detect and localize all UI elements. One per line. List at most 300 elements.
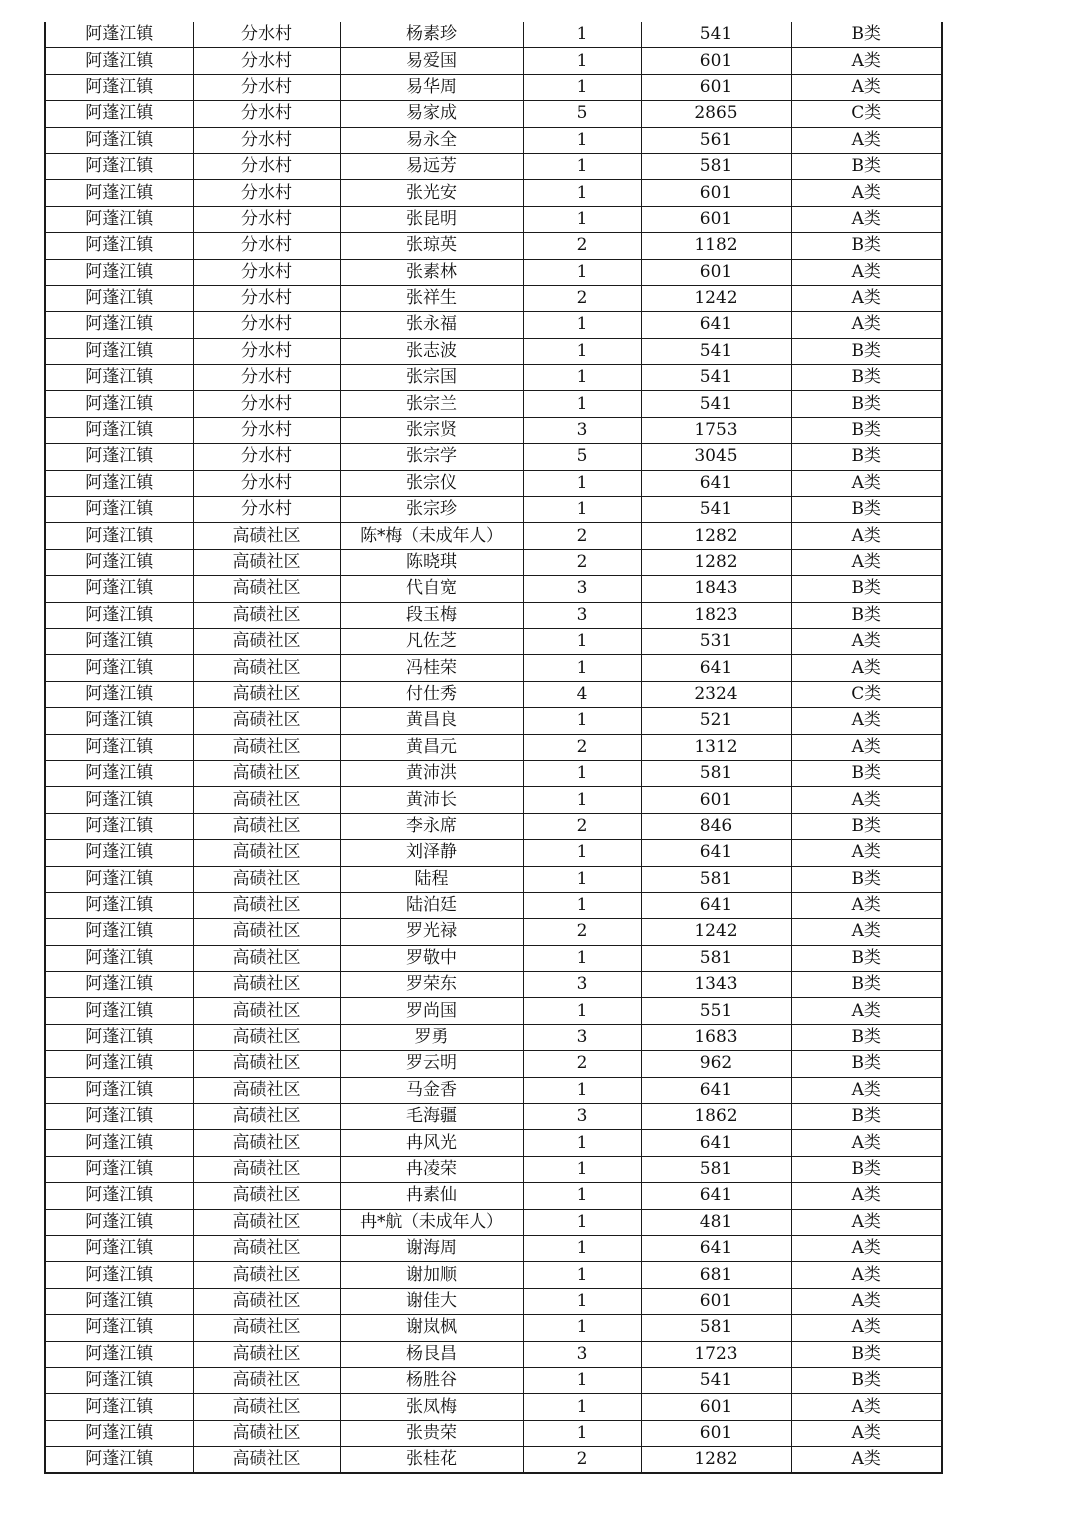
table-row [45,734,942,760]
category-cell: A类 [791,127,942,153]
table-row [45,470,942,496]
amount-cell: 601 [641,180,791,206]
village-cell: 高碛社区 [193,1130,340,1156]
household-size-cell: 1 [523,180,641,206]
table-row [45,523,942,549]
village-cell: 高碛社区 [193,1209,340,1235]
amount-cell: 581 [641,1156,791,1182]
village-cell: 分水村 [193,22,340,48]
table-row [45,285,942,311]
household-size-cell: 1 [523,470,641,496]
category-cell: A类 [791,708,942,734]
village-cell: 高碛社区 [193,1367,340,1393]
category-cell: C类 [791,681,942,707]
village-cell: 分水村 [193,206,340,232]
village-cell: 高碛社区 [193,1447,340,1474]
name-cell: 代自宽 [340,576,523,602]
village-cell: 高碛社区 [193,1104,340,1130]
village-cell: 高碛社区 [193,734,340,760]
household-size-cell: 1 [523,22,641,48]
town-cell: 阿蓬江镇 [45,365,193,391]
name-cell: 张永福 [340,312,523,338]
town-cell: 阿蓬江镇 [45,1104,193,1130]
amount-cell: 521 [641,708,791,734]
town-cell: 阿蓬江镇 [45,734,193,760]
town-cell: 阿蓬江镇 [45,919,193,945]
category-cell: A类 [791,1130,942,1156]
category-cell: B类 [791,444,942,470]
town-cell: 阿蓬江镇 [45,523,193,549]
town-cell: 阿蓬江镇 [45,206,193,232]
category-cell: B类 [791,365,942,391]
amount-cell: 581 [641,1315,791,1341]
table-row [45,22,942,48]
village-cell: 高碛社区 [193,1183,340,1209]
household-size-cell: 2 [523,233,641,259]
category-cell: A类 [791,312,942,338]
amount-cell: 601 [641,48,791,74]
table-row [45,866,942,892]
town-cell: 阿蓬江镇 [45,180,193,206]
name-cell: 张祥生 [340,285,523,311]
household-size-cell: 2 [523,523,641,549]
town-cell: 阿蓬江镇 [45,1156,193,1182]
town-cell: 阿蓬江镇 [45,655,193,681]
town-cell: 阿蓬江镇 [45,1367,193,1393]
table-row [45,127,942,153]
name-cell: 谢海周 [340,1235,523,1261]
table-row [45,892,942,918]
household-size-cell: 2 [523,285,641,311]
table-row [45,681,942,707]
category-cell: B类 [791,945,942,971]
category-cell: B类 [791,576,942,602]
name-cell: 刘泽静 [340,840,523,866]
village-cell: 高碛社区 [193,787,340,813]
table-row [45,233,942,259]
town-cell: 阿蓬江镇 [45,681,193,707]
amount-cell: 601 [641,1288,791,1314]
table-row [45,1077,942,1103]
table-row [45,1420,942,1446]
household-size-cell: 3 [523,1104,641,1130]
table-row [45,1235,942,1261]
town-cell: 阿蓬江镇 [45,1051,193,1077]
table-row [45,972,942,998]
village-cell: 高碛社区 [193,1262,340,1288]
name-cell: 罗荣东 [340,972,523,998]
village-cell: 高碛社区 [193,813,340,839]
category-cell: A类 [791,1394,942,1420]
household-size-cell: 5 [523,444,641,470]
amount-cell: 601 [641,1420,791,1446]
name-cell: 张昆明 [340,206,523,232]
category-cell: A类 [791,998,942,1024]
household-size-cell: 2 [523,549,641,575]
table-row [45,1288,942,1314]
category-cell: A类 [791,48,942,74]
category-cell: A类 [791,1077,942,1103]
name-cell: 张桂花 [340,1447,523,1474]
household-size-cell: 5 [523,101,641,127]
name-cell: 冉凌荣 [340,1156,523,1182]
town-cell: 阿蓬江镇 [45,813,193,839]
name-cell: 易爱国 [340,48,523,74]
village-cell: 分水村 [193,180,340,206]
household-size-cell: 1 [523,338,641,364]
household-size-cell: 2 [523,734,641,760]
category-cell: B类 [791,1024,942,1050]
amount-cell: 541 [641,391,791,417]
category-cell: B类 [791,813,942,839]
village-cell: 高碛社区 [193,1051,340,1077]
name-cell: 罗云明 [340,1051,523,1077]
category-cell: A类 [791,1235,942,1261]
table-row [45,602,942,628]
amount-cell: 2865 [641,101,791,127]
table-row [45,206,942,232]
table-row [45,365,942,391]
category-cell: A类 [791,892,942,918]
household-size-cell: 1 [523,1209,641,1235]
town-cell: 阿蓬江镇 [45,1262,193,1288]
household-size-cell: 1 [523,206,641,232]
village-cell: 分水村 [193,470,340,496]
town-cell: 阿蓬江镇 [45,1024,193,1050]
village-cell: 高碛社区 [193,972,340,998]
category-cell: B类 [791,22,942,48]
town-cell: 阿蓬江镇 [45,153,193,179]
household-size-cell: 1 [523,998,641,1024]
table-row [45,338,942,364]
name-cell: 杨胜谷 [340,1367,523,1393]
town-cell: 阿蓬江镇 [45,1130,193,1156]
name-cell: 张宗贤 [340,417,523,443]
name-cell: 凡佐芝 [340,628,523,654]
category-cell: B类 [791,417,942,443]
category-cell: A类 [791,1262,942,1288]
name-cell: 张宗仪 [340,470,523,496]
village-cell: 分水村 [193,153,340,179]
name-cell: 罗光禄 [340,919,523,945]
household-size-cell: 3 [523,576,641,602]
town-cell: 阿蓬江镇 [45,1420,193,1446]
category-cell: A类 [791,1183,942,1209]
table-row [45,1130,942,1156]
town-cell: 阿蓬江镇 [45,945,193,971]
name-cell: 冉*航（未成年人） [340,1209,523,1235]
category-cell: A类 [791,919,942,945]
table-row [45,101,942,127]
table-row [45,708,942,734]
category-cell: A类 [791,734,942,760]
household-size-cell: 1 [523,787,641,813]
category-cell: A类 [791,1209,942,1235]
category-cell: A类 [791,523,942,549]
category-cell: B类 [791,972,942,998]
table-row [45,1104,942,1130]
amount-cell: 1282 [641,523,791,549]
town-cell: 阿蓬江镇 [45,233,193,259]
village-cell: 高碛社区 [193,1394,340,1420]
table-row [45,1209,942,1235]
amount-cell: 641 [641,312,791,338]
amount-cell: 541 [641,22,791,48]
village-cell: 分水村 [193,391,340,417]
name-cell: 张贵荣 [340,1420,523,1446]
category-cell: A类 [791,787,942,813]
village-cell: 分水村 [193,127,340,153]
town-cell: 阿蓬江镇 [45,787,193,813]
name-cell: 罗敬中 [340,945,523,971]
household-size-cell: 1 [523,48,641,74]
town-cell: 阿蓬江镇 [45,127,193,153]
household-size-cell: 1 [523,1156,641,1182]
village-cell: 分水村 [193,285,340,311]
category-cell: B类 [791,338,942,364]
name-cell: 罗尚国 [340,998,523,1024]
town-cell: 阿蓬江镇 [45,444,193,470]
household-size-cell: 3 [523,417,641,443]
village-cell: 高碛社区 [193,945,340,971]
household-size-cell: 1 [523,1183,641,1209]
town-cell: 阿蓬江镇 [45,1288,193,1314]
household-size-cell: 1 [523,312,641,338]
table-row [45,48,942,74]
village-cell: 高碛社区 [193,1077,340,1103]
amount-cell: 541 [641,365,791,391]
household-size-cell: 1 [523,74,641,100]
amount-cell: 541 [641,1367,791,1393]
category-cell: A类 [791,628,942,654]
household-size-cell: 3 [523,1024,641,1050]
amount-cell: 1182 [641,233,791,259]
household-size-cell: 1 [523,365,641,391]
town-cell: 阿蓬江镇 [45,338,193,364]
village-cell: 高碛社区 [193,1341,340,1367]
town-cell: 阿蓬江镇 [45,998,193,1024]
village-cell: 分水村 [193,101,340,127]
name-cell: 杨艮昌 [340,1341,523,1367]
name-cell: 冉素仙 [340,1183,523,1209]
amount-cell: 641 [641,1183,791,1209]
town-cell: 阿蓬江镇 [45,576,193,602]
category-cell: C类 [791,101,942,127]
household-size-cell: 1 [523,1394,641,1420]
amount-cell: 481 [641,1209,791,1235]
name-cell: 黄昌良 [340,708,523,734]
category-cell: A类 [791,470,942,496]
name-cell: 付仕秀 [340,681,523,707]
category-cell: B类 [791,497,942,523]
name-cell: 易家成 [340,101,523,127]
household-size-cell: 1 [523,127,641,153]
table-row [45,655,942,681]
town-cell: 阿蓬江镇 [45,760,193,786]
table-row [45,576,942,602]
household-size-cell: 2 [523,813,641,839]
amount-cell: 1343 [641,972,791,998]
table-row [45,1262,942,1288]
category-cell: A类 [791,74,942,100]
village-cell: 高碛社区 [193,681,340,707]
town-cell: 阿蓬江镇 [45,259,193,285]
household-size-cell: 1 [523,497,641,523]
category-cell: B类 [791,760,942,786]
amount-cell: 531 [641,628,791,654]
amount-cell: 846 [641,813,791,839]
table-row [45,549,942,575]
town-cell: 阿蓬江镇 [45,1341,193,1367]
amount-cell: 541 [641,497,791,523]
table-row [45,1367,942,1393]
village-cell: 高碛社区 [193,998,340,1024]
household-size-cell: 1 [523,1315,641,1341]
amount-cell: 641 [641,840,791,866]
name-cell: 易永全 [340,127,523,153]
household-size-cell: 3 [523,972,641,998]
table-row [45,1183,942,1209]
household-size-cell: 2 [523,1051,641,1077]
table-row [45,417,942,443]
town-cell: 阿蓬江镇 [45,1209,193,1235]
town-cell: 阿蓬江镇 [45,1183,193,1209]
household-size-cell: 4 [523,681,641,707]
village-cell: 高碛社区 [193,1235,340,1261]
amount-cell: 601 [641,74,791,100]
category-cell: A类 [791,206,942,232]
household-size-cell: 1 [523,708,641,734]
name-cell: 陆泊廷 [340,892,523,918]
table-row [45,1394,942,1420]
village-cell: 高碛社区 [193,1156,340,1182]
town-cell: 阿蓬江镇 [45,497,193,523]
village-cell: 高碛社区 [193,1288,340,1314]
household-size-cell: 1 [523,1420,641,1446]
name-cell: 张光安 [340,180,523,206]
table-row [45,760,942,786]
household-size-cell: 1 [523,628,641,654]
table-row [45,1341,942,1367]
household-size-cell: 1 [523,1235,641,1261]
village-cell: 高碛社区 [193,576,340,602]
village-cell: 高碛社区 [193,708,340,734]
village-cell: 高碛社区 [193,866,340,892]
name-cell: 马金香 [340,1077,523,1103]
village-cell: 高碛社区 [193,892,340,918]
household-size-cell: 1 [523,760,641,786]
town-cell: 阿蓬江镇 [45,391,193,417]
name-cell: 黄沛洪 [340,760,523,786]
town-cell: 阿蓬江镇 [45,1077,193,1103]
category-cell: B类 [791,602,942,628]
table-row [45,497,942,523]
table-row [45,998,942,1024]
category-cell: A类 [791,285,942,311]
table-row [45,1315,942,1341]
village-cell: 高碛社区 [193,523,340,549]
amount-cell: 1843 [641,576,791,602]
amount-cell: 601 [641,259,791,285]
table-row [45,259,942,285]
village-cell: 分水村 [193,497,340,523]
village-cell: 高碛社区 [193,602,340,628]
village-cell: 分水村 [193,233,340,259]
name-cell: 黄昌元 [340,734,523,760]
amount-cell: 1823 [641,602,791,628]
name-cell: 易远芳 [340,153,523,179]
amount-cell: 1242 [641,919,791,945]
name-cell: 张宗国 [340,365,523,391]
roster-table-body [45,22,942,1473]
amount-cell: 1282 [641,1447,791,1474]
amount-cell: 601 [641,787,791,813]
amount-cell: 1242 [641,285,791,311]
category-cell: A类 [791,549,942,575]
name-cell: 冯桂荣 [340,655,523,681]
name-cell: 段玉梅 [340,602,523,628]
amount-cell: 681 [641,1262,791,1288]
town-cell: 阿蓬江镇 [45,892,193,918]
town-cell: 阿蓬江镇 [45,417,193,443]
town-cell: 阿蓬江镇 [45,972,193,998]
village-cell: 高碛社区 [193,1024,340,1050]
table-row [45,74,942,100]
town-cell: 阿蓬江镇 [45,1394,193,1420]
name-cell: 黄沛长 [340,787,523,813]
town-cell: 阿蓬江镇 [45,285,193,311]
table-row [45,1024,942,1050]
category-cell: B类 [791,153,942,179]
category-cell: B类 [791,1156,942,1182]
village-cell: 分水村 [193,417,340,443]
amount-cell: 641 [641,470,791,496]
table-row [45,1051,942,1077]
table-row [45,444,942,470]
amount-cell: 3045 [641,444,791,470]
household-size-cell: 1 [523,840,641,866]
name-cell: 张素林 [340,259,523,285]
amount-cell: 641 [641,655,791,681]
name-cell: 李永席 [340,813,523,839]
household-size-cell: 1 [523,1262,641,1288]
town-cell: 阿蓬江镇 [45,470,193,496]
category-cell: B类 [791,866,942,892]
village-cell: 高碛社区 [193,1315,340,1341]
household-size-cell: 1 [523,391,641,417]
table-row [45,391,942,417]
town-cell: 阿蓬江镇 [45,549,193,575]
town-cell: 阿蓬江镇 [45,74,193,100]
village-cell: 高碛社区 [193,840,340,866]
name-cell: 张琼英 [340,233,523,259]
town-cell: 阿蓬江镇 [45,101,193,127]
household-size-cell: 1 [523,1288,641,1314]
category-cell: B类 [791,1341,942,1367]
amount-cell: 581 [641,153,791,179]
town-cell: 阿蓬江镇 [45,602,193,628]
amount-cell: 581 [641,866,791,892]
household-size-cell: 2 [523,1447,641,1474]
household-size-cell: 3 [523,602,641,628]
table-row [45,919,942,945]
town-cell: 阿蓬江镇 [45,628,193,654]
name-cell: 张宗学 [340,444,523,470]
name-cell: 谢加顺 [340,1262,523,1288]
category-cell: B类 [791,1367,942,1393]
town-cell: 阿蓬江镇 [45,1447,193,1474]
table-row [45,840,942,866]
